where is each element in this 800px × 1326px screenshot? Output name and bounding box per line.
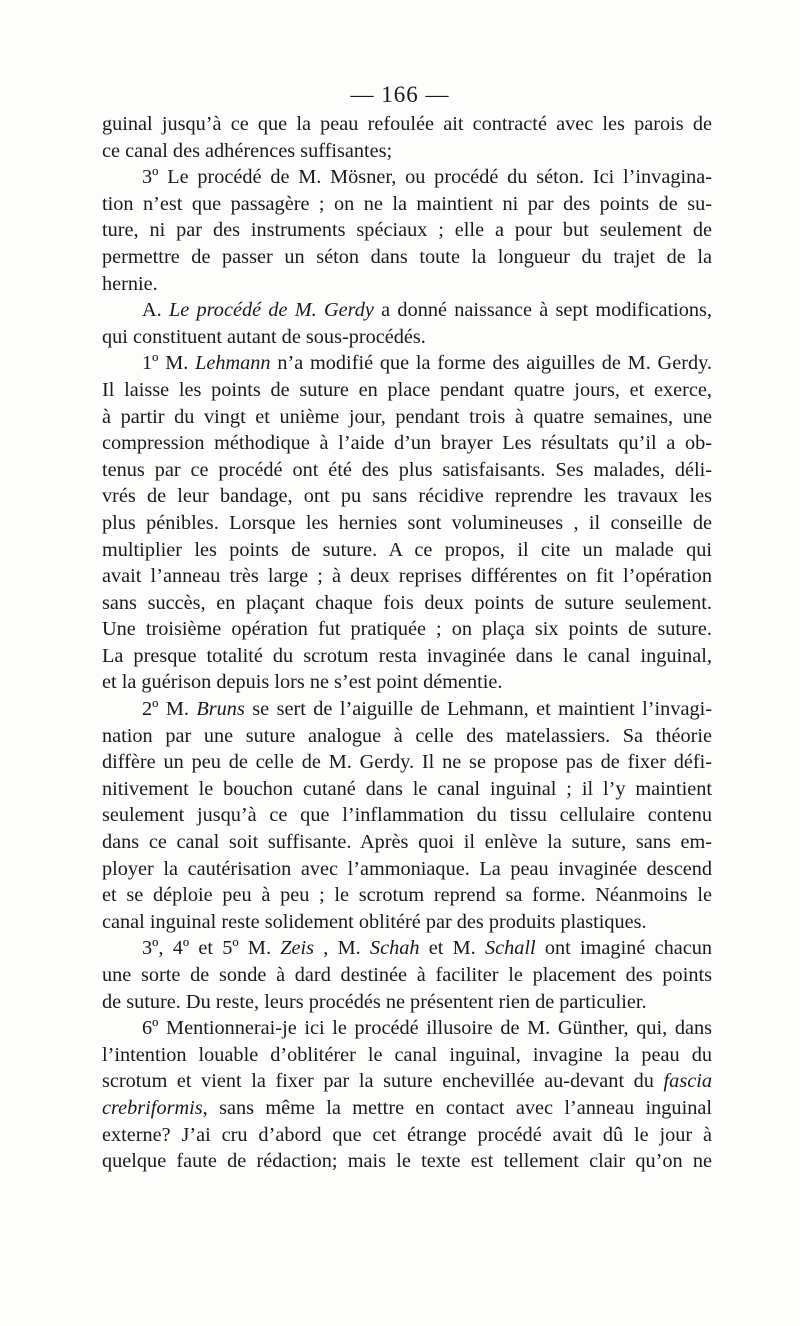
page-number: — 166 — bbox=[350, 82, 450, 107]
text-fragment: a donné naissance à sept modifications, bbox=[373, 299, 712, 322]
text-fragment: se sert de l’aiguille de Lehmann, et maintient l’invagi- bbox=[244, 698, 712, 721]
text-line: tion n’est que passagère ; on ne la maintient ni par des points de su- bbox=[102, 192, 712, 215]
procedure-title: Le procédé de M. Gerdy bbox=[168, 299, 374, 322]
text-line: guinal jusqu’à ce que la peau refoulée ait contracté avec les parois de bbox=[102, 113, 712, 135]
text-line: de suture. Du reste, leurs procédés ne présentent rien de particulier. bbox=[102, 990, 647, 1013]
text-fragment: scrotum et vient la fixer par la suture enchevillée au-devant du bbox=[102, 1070, 654, 1093]
text-line: l’intention louable d’oblitérer le canal inguinal, invagine la peau du bbox=[102, 1043, 712, 1066]
text-line: seulement jusqu’à ce que l’inflammation du tissu cellulaire contenu bbox=[102, 804, 712, 827]
anatomical-term: crebriformis bbox=[102, 1096, 203, 1119]
text-line: diffère un peu de celle de M. Gerdy. Il ne se propose pas de fixer défi- bbox=[102, 751, 712, 774]
text-line: ployer la cautérisation avec l’ammoniaque. La peau invaginée descend bbox=[102, 857, 712, 880]
text-fragment: , M. bbox=[314, 937, 370, 960]
text-line: hernie. bbox=[102, 272, 158, 295]
text-line: compression méthodique à l’aide d’un brayer Les résultats qu’il a ob- bbox=[102, 432, 712, 455]
text-line: avait l’anneau très large ; à deux reprises différentes on fit l’opération bbox=[102, 565, 712, 588]
section-label: 3º, 4º et 5º M. bbox=[142, 937, 272, 960]
text-line: 6º Mentionnerai-je ici le procédé illusoire de M. Günther, qui, dans bbox=[142, 1017, 712, 1040]
text-line: ture, ni par des instruments spéciaux ; elle a pour but seulement de bbox=[102, 219, 712, 242]
paragraph bbox=[102, 111, 712, 164]
text-line: et se déploie peu à peu ; le scrotum reprend sa forme. Néanmoins le bbox=[102, 884, 712, 907]
text-line: une sorte de sonde à dard destinée à faciliter le placement des points bbox=[102, 964, 712, 986]
text-line bbox=[102, 696, 712, 723]
text-line: externe? J’ai cru d’abord que cet étrange procédé avait dû le jour à bbox=[102, 1123, 712, 1146]
paragraph bbox=[102, 935, 712, 1015]
text-line: sans succès, en plaçant chaque fois deux points de suture seulement. bbox=[102, 591, 712, 614]
text-line bbox=[102, 935, 712, 962]
text-fragment: et M. bbox=[419, 937, 485, 960]
text-fragment: n’a modifié que la forme des aiguilles de M. Gerdy. bbox=[270, 352, 712, 375]
text-fragment: , sans même la mettre en contact avec l’anneau inguinal bbox=[202, 1096, 712, 1119]
section-label: 2º M. bbox=[142, 698, 189, 721]
paragraph bbox=[102, 164, 712, 297]
surgeon-name: Bruns bbox=[196, 698, 245, 721]
text-line: permettre de passer un séton dans toute la longueur du trajet de la bbox=[102, 245, 712, 268]
section-label: A. bbox=[142, 299, 162, 322]
text-line: nation par une suture analogue à celle des matelassiers. Sa théorie bbox=[102, 724, 712, 747]
text-line: quelque faute de rédaction; mais le texte est tellement clair qu’on ne bbox=[102, 1150, 712, 1173]
text-line: La presque totalité du scrotum resta invaginée dans le canal inguinal, bbox=[102, 644, 712, 667]
section-label: 1º M. bbox=[142, 352, 189, 375]
text-line: tenus par ce procédé ont été des plus satisfaisants. Ses malades, déli- bbox=[102, 458, 712, 481]
text-line: dans ce canal soit suffisante. Après quoi il enlève la suture, sans em- bbox=[102, 831, 712, 854]
text-line: multiplier les points de suture. A ce propos, il cite un malade qui bbox=[102, 538, 712, 561]
text-line: à partir du vingt et unième jour, pendant trois à quatre semaines, une bbox=[102, 405, 712, 428]
text-line bbox=[102, 1068, 712, 1095]
text-line: 3º Le procédé de M. Mösner, ou procédé du séton. Ici l’invagina- bbox=[142, 166, 712, 189]
text-line bbox=[102, 350, 712, 377]
paragraph bbox=[102, 350, 712, 696]
paragraph bbox=[102, 696, 712, 935]
text-line: vrés de leur bandage, ont pu sans récidive reprendre les travaux les bbox=[102, 485, 712, 508]
text-line bbox=[102, 1095, 712, 1122]
surgeon-name: Lehmann bbox=[195, 352, 271, 375]
text-line: qui constituent autant de sous-procédés. bbox=[102, 325, 426, 348]
surgeon-name: Schah bbox=[369, 937, 420, 960]
body-text bbox=[102, 111, 712, 1175]
text-line: ce canal des adhérences suffisantes; bbox=[102, 139, 393, 162]
paragraph bbox=[102, 297, 712, 350]
surgeon-name: Zeis bbox=[280, 937, 315, 960]
anatomical-term: fascia bbox=[663, 1070, 712, 1093]
surgeon-name: Schall bbox=[484, 937, 536, 960]
text-line: plus pénibles. Lorsque les hernies sont volumineuses , il conseille de bbox=[102, 511, 712, 534]
paragraph bbox=[102, 1015, 712, 1175]
text-line: Une troisième opération fut pratiquée ; on plaça six points de suture. bbox=[102, 618, 712, 641]
text-line: nitivement le bouchon cutané dans le canal inguinal ; il l’y maintient bbox=[102, 777, 712, 800]
text-line bbox=[102, 297, 712, 324]
text-line: canal inguinal reste solidement oblitéré par des produits plastiques. bbox=[102, 910, 647, 933]
text-line: et la guérison depuis lors ne s’est point démentie. bbox=[102, 671, 503, 694]
text-fragment: ont imaginé chacun bbox=[535, 937, 712, 960]
text-line: Il laisse les points de suture en place pendant quatre jours, et exerce, bbox=[102, 378, 712, 401]
